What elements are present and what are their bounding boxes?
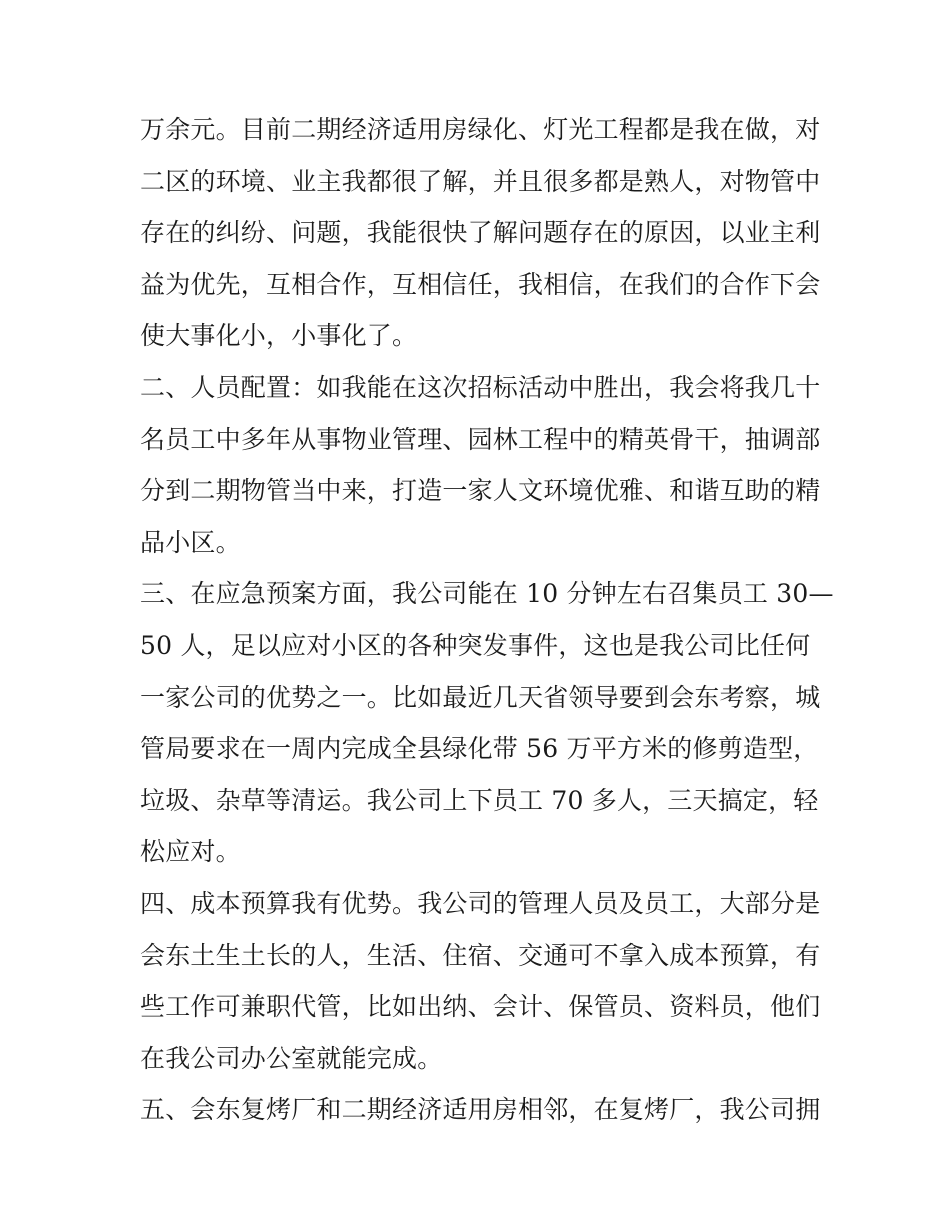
text-line: 些工作可兼职代管，比如出纳、会计、保管员、资料员，他们 bbox=[140, 992, 821, 1022]
text-line: 会东土生土长的人，生活、住宿、交通可不拿入成本预算，有 bbox=[140, 940, 821, 970]
text-line: 益为优先，互相合作，互相信任，我相信，在我们的合作下会 bbox=[140, 269, 821, 299]
text-line: 分到二期物管当中来，打造一家人文环境优雅、和谐互助的精 bbox=[140, 476, 821, 506]
text-line: 一家公司的优势之一。比如最近几天省领导要到会东考察，城 bbox=[140, 682, 821, 712]
text-line: 三、在应急预案方面，我公司能在 10 分钟左右召集员工 30— bbox=[140, 579, 834, 609]
text-line: 管局要求在一周内完成全县绿化带 56 万平方米的修剪造型， bbox=[140, 734, 819, 764]
text-line: 在我公司办公室就能完成。 bbox=[140, 1043, 443, 1073]
text-line: 二、人员配置：如我能在这次招标活动中胜出，我会将我几十 bbox=[140, 372, 821, 402]
text-line: 二区的环境、业主我都很了解，并且很多都是熟人，对物管中 bbox=[140, 166, 821, 196]
text-line: 五、会东复烤厂和二期经济适用房相邻，在复烤厂，我公司拥 bbox=[140, 1095, 821, 1125]
text-line: 万余元。目前二期经济适用房绿化、灯光工程都是我在做，对 bbox=[140, 115, 821, 144]
text-line: 名员工中多年从事物业管理、园林工程中的精英骨干，抽调部 bbox=[140, 424, 821, 454]
text-line: 垃圾、杂草等清运。我公司上下员工 70 多人，三天搞定，轻 bbox=[140, 785, 819, 815]
text-line: 存在的纠纷、问题，我能很快了解问题存在的原因，以业主利 bbox=[140, 218, 821, 248]
text-line: 50 人，足以应对小区的各种突发事件，这也是我公司比任何 bbox=[140, 630, 811, 660]
text-line: 品小区。 bbox=[140, 527, 241, 557]
text-line: 松应对。 bbox=[140, 837, 241, 867]
text-line: 四、成本预算我有优势。我公司的管理人员及员工，大部分是 bbox=[140, 888, 821, 918]
text-line: 使大事化小，小事化了。 bbox=[140, 321, 418, 351]
body-text bbox=[140, 104, 834, 1136]
